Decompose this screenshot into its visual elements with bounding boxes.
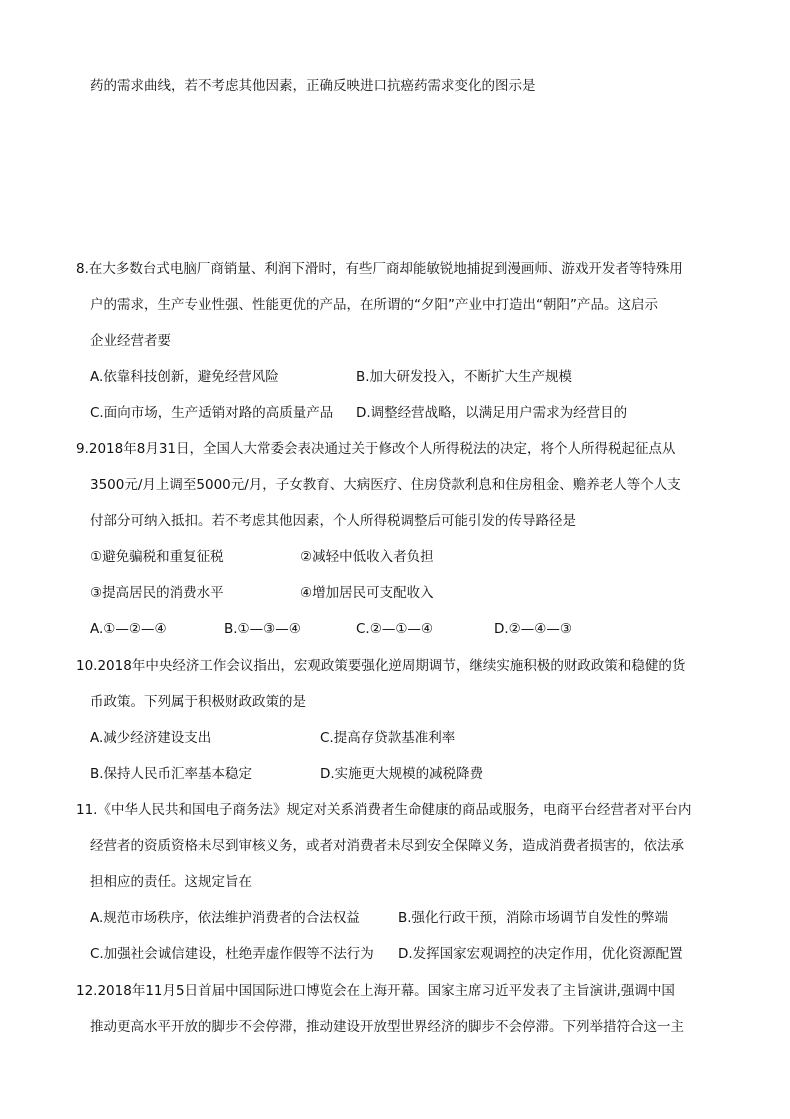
- q9-stem-line-1: 9.2018年8月31日，全国人大常委会表决通过关于修改个人所得税法的决定，将个人所得税起征点从: [76, 441, 676, 457]
- q9-item-2: ②减轻中低收入者负担: [300, 549, 434, 565]
- q9-item-4: ④增加居民可支配收入: [300, 585, 434, 601]
- q9-item-1: ①避免骗税和重复征税: [90, 549, 224, 565]
- q10-option-c: C.提高存贷款基准利率: [320, 730, 456, 746]
- q11-option-c: C.加强社会诚信建设，杜绝弄虚作假等不法行为: [90, 946, 374, 962]
- q11-option-b: B.强化行政干预，消除市场调节自发性的弊端: [398, 910, 669, 926]
- q11-option-d: D.发挥国家宏观调控的决定作用，优化资源配置: [398, 946, 683, 962]
- q11-stem-line-2: 经营者的资质资格未尽到审核义务，或者对消费者未尽到安全保障义务，造成消费者损害的，依法承: [90, 838, 684, 854]
- q8-option-b: B.加大研发投入，不断扩大生产规模: [356, 369, 573, 385]
- q8-option-a: A.依靠科技创新，避免经营风险: [90, 369, 279, 385]
- q10-stem-line-2: 币政策。下列属于积极财政政策的是: [90, 694, 306, 710]
- q11-option-a: A.规范市场秩序，依法维护消费者的合法权益: [90, 910, 360, 926]
- q8-stem-line-1: 8.在大多数台式电脑厂商销量、利润下滑时，有些厂商却能敏锐地捕捉到漫画师、游戏开发者等特殊用: [76, 261, 683, 277]
- q11-stem-line-1: 11.《中华人民共和国电子商务法》规定对关系消费者生命健康的商品或服务，电商平台经营者对平台内: [76, 802, 692, 818]
- q10-option-b: B.保持人民币汇率基本稳定: [90, 766, 253, 782]
- q9-option-d: D.②—④—③: [494, 621, 572, 637]
- q11-stem-line-3: 担相应的责任。这规定旨在: [90, 874, 252, 890]
- q7-continuation-text: 药的需求曲线，若不考虑其他因素，正确反映进口抗癌药需求变化的图示是: [90, 78, 536, 94]
- q9-item-3: ③提高居民的消费水平: [90, 585, 224, 601]
- figure-blank-area: [90, 100, 690, 240]
- q9-option-a: A.①—②—④: [90, 621, 167, 637]
- q12-stem-line-2: 推动更高水平开放的脚步不会停滞，推动建设开放型世界经济的脚步不会停滞。下列举措符合这一主: [90, 1019, 684, 1035]
- q12-stem-line-1: 12.2018年11月5日首届中国国际进口博览会在上海开幕。国家主席习近平发表了主旨演讲,强调中国: [76, 983, 675, 999]
- q9-stem-line-2: 3500元/月上调至5000元/月，子女教育、大病医疗、住房贷款利息和住房租金、赡养老人等个人支: [90, 477, 681, 493]
- q8-option-d: D.调整经营战略，以满足用户需求为经营目的: [356, 405, 628, 421]
- q10-option-d: D.实施更大规模的减税降费: [320, 766, 484, 782]
- q8-stem-line-3: 企业经营者要: [90, 333, 171, 349]
- q10-option-a: A.减少经济建设支出: [90, 730, 212, 746]
- q10-stem-line-1: 10.2018年中央经济工作会议指出，宏观政策要强化逆周期调节，继续实施积极的财政政策和稳健的货: [76, 658, 686, 674]
- q9-option-b: B.①—③—④: [224, 621, 301, 637]
- q8-option-c: C.面向市场，生产适销对路的高质量产品: [90, 405, 334, 421]
- q9-option-c: C.②—①—④: [356, 621, 434, 637]
- q9-stem-line-3: 付部分可纳入抵扣。若不考虑其他因素，个人所得税调整后可能引发的传导路径是: [90, 513, 576, 529]
- q8-stem-line-2: 户的需求，生产专业性强、性能更优的产品，在所谓的“夕阳”产业中打造出“朝阳”产品。这启示: [90, 297, 658, 313]
